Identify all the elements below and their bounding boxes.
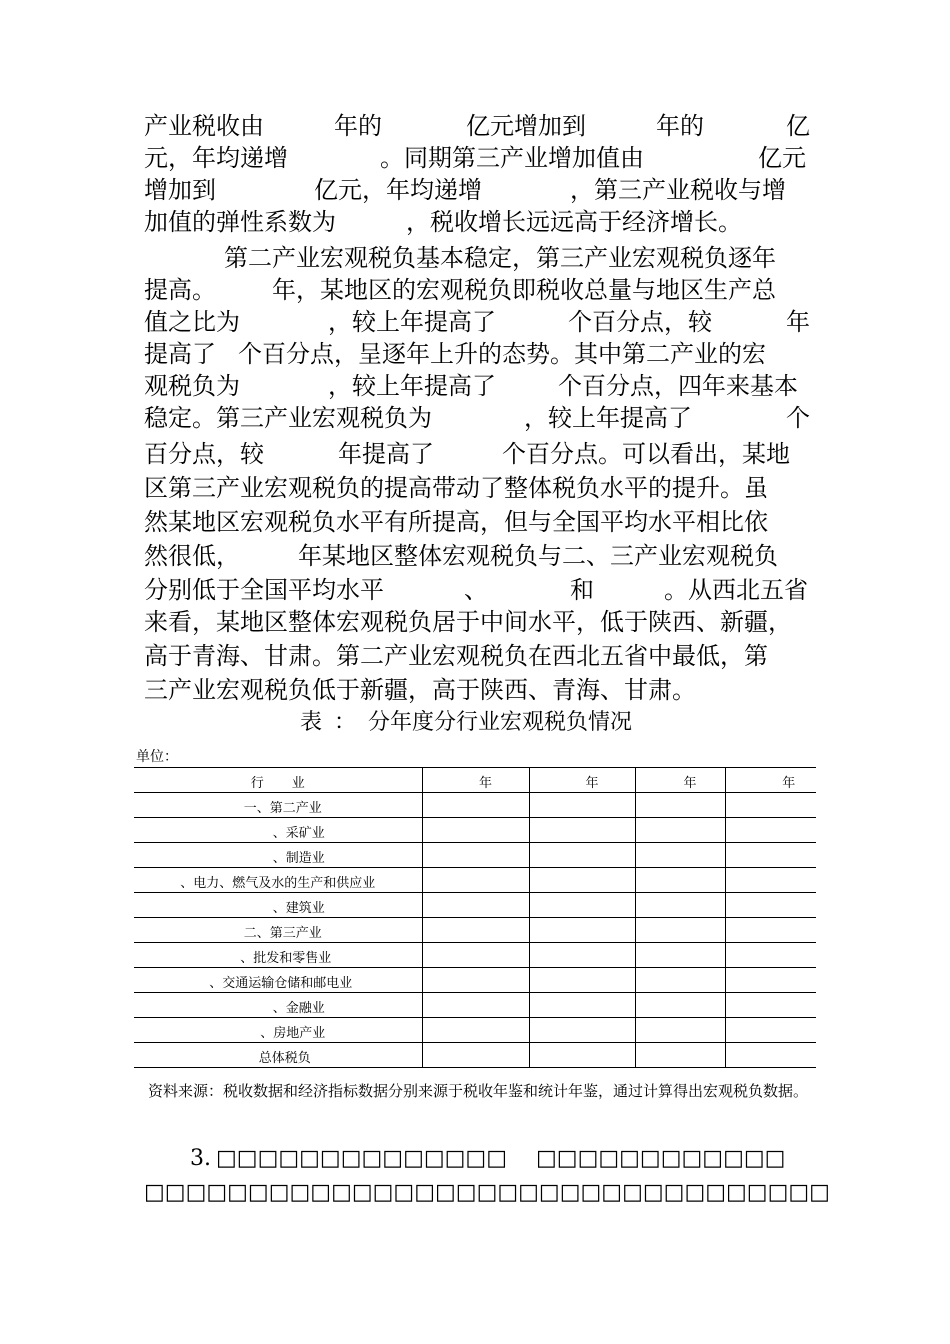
header-year: 年 bbox=[422, 768, 529, 793]
text-fragment: 亿元 bbox=[758, 144, 806, 172]
text-fragment: 个百分点，较 bbox=[568, 308, 712, 336]
text-fragment: 年的 bbox=[656, 112, 704, 140]
table-row bbox=[134, 918, 816, 943]
row-label: 一、第二产业 bbox=[134, 793, 422, 818]
table-row bbox=[134, 943, 816, 968]
section-3-text-line: □□□□□□□□□□□□□□□□□□□□□□□□□□□□□□□□□ bbox=[144, 1180, 830, 1205]
header-industry-char: 行 bbox=[250, 776, 264, 791]
text-fragment: 亿元，年均递增 bbox=[314, 176, 482, 204]
table-source-note: 资料来源：税收数据和经济指标数据分别来源于税收年鉴和统计年鉴，通过计算得出宏观税负数据。 bbox=[147, 1082, 808, 1100]
table-row bbox=[134, 968, 816, 993]
table-row bbox=[134, 868, 816, 893]
table-cell bbox=[529, 1043, 635, 1068]
text-fragment: 第二产业宏观税负基本稳定，第三产业宏观税负逐年 bbox=[224, 244, 776, 272]
table-cell bbox=[422, 843, 529, 868]
text-fragment: 年，某地区的宏观税负即税收总量与地区生产总 bbox=[272, 276, 776, 304]
table-cell bbox=[529, 793, 635, 818]
text-fragment: 。从西北五省 bbox=[664, 576, 808, 604]
text-fragment: 然很低， bbox=[144, 542, 240, 570]
table-row bbox=[134, 1018, 816, 1043]
table-title-text: 分年度分行业宏观税负情况 bbox=[368, 710, 633, 735]
table-cell bbox=[529, 1018, 635, 1043]
text-fragment: 年的 bbox=[334, 112, 382, 140]
table-cell bbox=[529, 818, 635, 843]
table-cell bbox=[422, 793, 529, 818]
text-fragment: 亿 bbox=[786, 112, 810, 140]
table-cell bbox=[635, 943, 725, 968]
header-year: 年 bbox=[529, 768, 635, 793]
row-label: 、金融业 bbox=[134, 993, 422, 1018]
text-fragment: 和 bbox=[570, 576, 594, 604]
text-fragment: 产业税收由 bbox=[144, 112, 264, 140]
body-text-line bbox=[144, 338, 810, 370]
table-cell bbox=[725, 1018, 816, 1043]
row-label: 二、第三产业 bbox=[134, 918, 422, 943]
table-row bbox=[134, 843, 816, 868]
text-fragment: 个百分点，呈逐年上升的态势。其中第二产业的宏 bbox=[238, 340, 766, 368]
text-fragment: 提高了 bbox=[144, 340, 216, 368]
row-label: 、建筑业 bbox=[134, 893, 422, 918]
table-cell bbox=[635, 1018, 725, 1043]
body-text-line bbox=[144, 370, 810, 402]
table-cell bbox=[635, 868, 725, 893]
table-cell bbox=[529, 993, 635, 1018]
table-row bbox=[134, 818, 816, 843]
table-title-colon: ： bbox=[334, 710, 357, 735]
section-number: 3. bbox=[190, 1146, 211, 1171]
table-cell bbox=[725, 968, 816, 993]
row-label: 、批发和零售业 bbox=[134, 943, 422, 968]
table-row bbox=[134, 893, 816, 918]
text-fragment: 个 bbox=[786, 404, 810, 432]
table-cell bbox=[725, 1043, 816, 1068]
text-fragment: ，税收增长远远高于经济增长。 bbox=[406, 208, 742, 236]
table-row bbox=[134, 1043, 816, 1068]
row-label: 、电力、燃气及水的生产和供应业 bbox=[134, 868, 422, 893]
text-fragment: 分别低于全国平均水平 bbox=[144, 576, 384, 604]
table-row bbox=[134, 793, 816, 818]
text-fragment: 三产业宏观税负低于新疆，高于陕西、青海、甘肃。 bbox=[144, 676, 696, 704]
text-fragment: ，较上年提高了 bbox=[524, 404, 692, 432]
table-cell bbox=[635, 793, 725, 818]
table-cell bbox=[529, 968, 635, 993]
text-fragment: 稳定。第三产业宏观税负为 bbox=[144, 404, 432, 432]
table-cell bbox=[725, 793, 816, 818]
body-text-line bbox=[144, 606, 810, 638]
text-fragment: 元，年均递增 bbox=[144, 144, 288, 172]
text-fragment: 增加到 bbox=[144, 176, 216, 204]
body-text-line bbox=[144, 640, 810, 672]
table-cell bbox=[635, 968, 725, 993]
body-text-line bbox=[144, 174, 810, 206]
table-header-row bbox=[134, 768, 816, 793]
text-fragment: 、 bbox=[464, 576, 488, 604]
table-title bbox=[300, 708, 644, 738]
table-cell bbox=[635, 843, 725, 868]
tax-burden-table bbox=[134, 767, 816, 1068]
text-fragment: 加值的弹性系数为 bbox=[144, 208, 336, 236]
body-text-line bbox=[144, 142, 810, 174]
text-fragment: 亿元增加到 bbox=[466, 112, 586, 140]
table-cell bbox=[635, 993, 725, 1018]
table-cell bbox=[422, 1018, 529, 1043]
table-cell bbox=[422, 918, 529, 943]
table-cell bbox=[422, 1043, 529, 1068]
row-label: 、采矿业 bbox=[134, 818, 422, 843]
body-text-line bbox=[144, 274, 810, 306]
section-heading-part: □□□□□□□□□□□□□□ bbox=[216, 1146, 508, 1171]
table-cell bbox=[725, 918, 816, 943]
text-fragment: 个百分点，四年来基本 bbox=[558, 372, 798, 400]
text-fragment: ，较上年提高了 bbox=[328, 372, 496, 400]
text-fragment: 值之比为 bbox=[144, 308, 240, 336]
text-fragment: 提高。 bbox=[144, 276, 216, 304]
table-cell bbox=[422, 993, 529, 1018]
table-cell bbox=[725, 868, 816, 893]
text-fragment: 年提高了 bbox=[338, 440, 434, 468]
table-cell bbox=[529, 918, 635, 943]
table-cell bbox=[635, 893, 725, 918]
unit-label: 单位： bbox=[136, 749, 178, 765]
table-cell bbox=[529, 943, 635, 968]
table-cell bbox=[422, 943, 529, 968]
row-label: 、房地产业 bbox=[134, 1018, 422, 1043]
text-fragment: 高于青海、甘肃。第二产业宏观税负在西北五省中最低，第 bbox=[144, 642, 768, 670]
table-cell bbox=[725, 843, 816, 868]
text-fragment: ，较上年提高了 bbox=[328, 308, 496, 336]
body-text-line bbox=[144, 242, 810, 274]
text-fragment: 区第三产业宏观税负的提高带动了整体税负水平的提升。虽 bbox=[144, 474, 768, 502]
body-text-line bbox=[144, 506, 810, 538]
text-fragment: ，第三产业税收与增 bbox=[570, 176, 786, 204]
body-text-line bbox=[144, 402, 810, 434]
body-text-line bbox=[144, 674, 810, 706]
text-fragment: 然某地区宏观税负水平有所提高，但与全国平均水平相比依 bbox=[144, 508, 768, 536]
header-industry-char: 业 bbox=[291, 776, 305, 791]
body-text-line bbox=[144, 438, 810, 470]
text-fragment: 年 bbox=[786, 308, 810, 336]
body-text-line bbox=[144, 206, 810, 238]
table-cell bbox=[725, 893, 816, 918]
text-fragment: 个百分点。可以看出，某地 bbox=[502, 440, 790, 468]
table-cell bbox=[422, 868, 529, 893]
header-year: 年 bbox=[635, 768, 725, 793]
row-label: 总体税负 bbox=[134, 1043, 422, 1068]
table-cell bbox=[529, 893, 635, 918]
body-text-line bbox=[144, 574, 810, 606]
text-fragment: 百分点，较 bbox=[144, 440, 264, 468]
table-title-prefix: 表 bbox=[300, 710, 323, 735]
table-cell bbox=[422, 818, 529, 843]
section-3-heading bbox=[190, 1144, 810, 1174]
section-heading-part: □□□□□□□□□□□□ bbox=[536, 1146, 786, 1171]
table-cell bbox=[529, 843, 635, 868]
table-cell bbox=[635, 1043, 725, 1068]
text-fragment: 观税负为 bbox=[144, 372, 240, 400]
body-text-line bbox=[144, 472, 810, 504]
body-text-line bbox=[144, 110, 810, 142]
header-industry bbox=[134, 768, 422, 793]
text-fragment: 年某地区整体宏观税负与二、三产业宏观税负 bbox=[298, 542, 778, 570]
table-cell bbox=[422, 968, 529, 993]
body-text-line bbox=[144, 540, 810, 572]
text-fragment: 。同期第三产业增加值由 bbox=[380, 144, 644, 172]
table-cell bbox=[635, 818, 725, 843]
table-cell bbox=[725, 993, 816, 1018]
table-cell bbox=[529, 868, 635, 893]
header-year: 年 bbox=[725, 768, 816, 793]
body-text-line bbox=[144, 306, 810, 338]
table-cell bbox=[725, 818, 816, 843]
text-fragment: 来看，某地区整体宏观税负居于中间水平，低于陕西、新疆， bbox=[144, 608, 792, 636]
table-row bbox=[134, 993, 816, 1018]
table-cell bbox=[422, 893, 529, 918]
table-cell bbox=[725, 943, 816, 968]
table-cell bbox=[635, 918, 725, 943]
row-label: 、制造业 bbox=[134, 843, 422, 868]
row-label: 、交通运输仓储和邮电业 bbox=[134, 968, 422, 993]
